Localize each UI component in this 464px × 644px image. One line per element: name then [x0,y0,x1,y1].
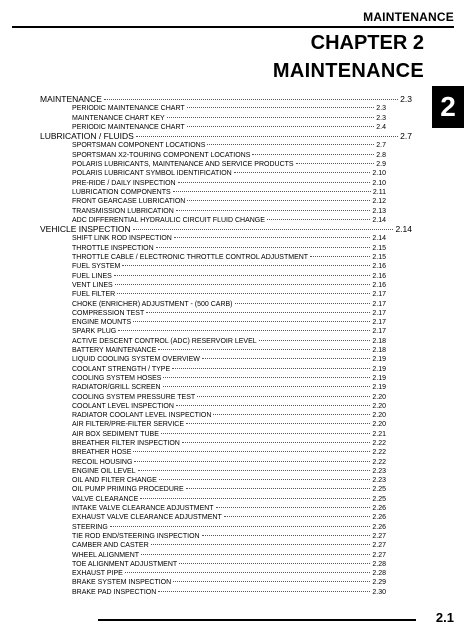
toc-entry-label: STEERING [72,523,108,531]
dot-leader [235,303,371,304]
toc-entry-page: 2.27 [372,551,386,559]
dot-leader [224,516,371,517]
toc-entry[interactable] [72,383,420,392]
page-header [12,8,454,28]
toc-entry-page: 2.17 [372,319,386,327]
toc-entry[interactable] [72,476,420,485]
toc-entry[interactable] [72,355,420,364]
toc-entry-page: 2.19 [372,384,386,392]
toc-entry-label: PERIODIC MAINTENANCE CHART [72,105,185,113]
toc-entry[interactable] [72,216,420,225]
toc-entry[interactable] [72,393,420,402]
dot-leader [179,563,370,564]
dot-leader [140,498,370,499]
toc-entry[interactable] [72,569,420,578]
toc-section-entry[interactable] [40,225,420,234]
toc-entry-label: ENGINE MOUNTS [72,319,132,327]
toc-entry[interactable] [72,234,420,243]
dot-leader [117,293,370,294]
toc-entry-label: BRAKE PAD INSPECTION [72,588,157,596]
toc-entry-label: CAMBER AND CASTER [72,542,149,550]
toc-entry[interactable] [72,123,420,132]
toc-entry-label: ACTIVE DESCENT CONTROL (ADC) RESERVOIR LEVEL [72,337,257,345]
toc-entry-page: 2.17 [372,309,386,317]
dot-leader [173,581,370,582]
toc-entry[interactable] [72,309,420,318]
toc-entry-page: 2.22 [372,439,386,447]
toc-entry[interactable] [72,458,420,467]
dot-leader [252,154,374,155]
toc-entry[interactable] [72,485,420,494]
toc-entry-label: FUEL LINES [72,272,112,280]
dot-leader [110,526,371,527]
dot-leader [259,340,371,341]
dot-leader [172,368,370,369]
toc-entry[interactable] [72,346,420,355]
dot-leader [202,535,371,536]
toc-entry-label: AIR FILTER/PRE-FILTER SERVICE [72,421,185,429]
toc-entry[interactable] [72,188,420,197]
toc-entry[interactable] [72,365,420,374]
toc-entry[interactable] [72,430,420,439]
toc-entry-label: SPORTSMAN COMPONENT LOCATIONS [72,142,206,150]
toc-entry[interactable] [72,114,420,123]
toc-entry-page: 2.3 [376,105,386,113]
toc-entry-label: COOLANT STRENGTH / TYPE [72,365,171,373]
dot-leader [234,172,371,173]
toc-entry[interactable] [72,104,420,113]
toc-entry-page: 2.22 [372,449,386,457]
toc-entry-page: 2.3 [376,114,386,122]
toc-entry[interactable] [72,588,420,597]
toc-entry-label: THROTTLE INSPECTION [72,244,154,252]
dot-leader [187,126,375,127]
toc-entry-label: WHEEL ALIGNMENT [72,551,140,559]
toc-entry[interactable] [72,541,420,550]
toc-section-entry[interactable] [40,95,420,104]
toc-entry-label: RECOIL HOUSING [72,458,133,466]
toc-entry-label: LUBRICATION / FLUIDS [40,132,134,142]
dot-leader [163,377,370,378]
toc-entry-page: 2.4 [376,123,386,131]
toc-entry[interactable] [72,560,420,569]
chapter-number: CHAPTER 2 [310,32,424,54]
toc-entry-label: COOLING SYSTEM HOSES [72,374,162,382]
dot-leader [134,461,370,462]
toc-entry-label: EXHAUST PIPE [72,570,123,578]
toc-entry-label: FUEL FILTER [72,291,116,299]
dot-leader [187,107,375,108]
toc-entry[interactable] [72,141,420,150]
table-of-contents [40,95,420,597]
toc-entry-label: SPARK PLUG [72,328,117,336]
toc-entry[interactable] [72,300,420,309]
toc-entry[interactable] [72,551,420,560]
toc-entry-page: 2.27 [372,532,386,540]
dot-leader [167,117,375,118]
toc-entry-page: 2.3 [400,95,412,104]
toc-entry[interactable] [72,160,420,169]
toc-entry-page: 2.13 [372,207,386,215]
toc-entry-page: 2.16 [372,263,386,271]
toc-entry-page: 2.28 [372,570,386,578]
toc-entry-label: LIQUID COOLING SYSTEM OVERVIEW [72,356,200,364]
toc-entry-page: 2.25 [372,486,386,494]
toc-entry[interactable] [72,513,420,522]
toc-entry-page: 2.14 [372,235,386,243]
toc-entry-page: 2.28 [372,560,386,568]
dot-leader [138,470,371,471]
dot-leader [178,182,371,183]
toc-entry-page: 2.17 [372,328,386,336]
toc-entry-page: 2.30 [372,588,386,596]
toc-entry[interactable] [72,504,420,513]
toc-entry-page: 2.12 [372,198,386,206]
chapter-title: MAINTENANCE [272,60,424,82]
toc-entry-page: 2.23 [372,477,386,485]
toc-entry-page: 2.17 [372,300,386,308]
toc-entry[interactable] [72,151,420,160]
dot-leader [158,349,370,350]
toc-entry-label: TIE ROD END/STEERING INSPECTION [72,532,200,540]
toc-entry[interactable] [72,337,420,346]
page-number: 2.1 [435,610,454,625]
toc-entry-label: BREATHER HOSE [72,449,132,457]
toc-entry-page: 2.9 [376,161,386,169]
toc-entry-label: COOLANT LEVEL INSPECTION [72,402,174,410]
toc-entry-page: 2.17 [372,291,386,299]
toc-entry-label: COOLING SYSTEM PRESSURE TEST [72,393,196,401]
dot-leader [136,136,398,137]
dot-leader [163,386,371,387]
dot-leader [115,284,371,285]
toc-entry-label: BRAKE SYSTEM INSPECTION [72,579,172,587]
toc-entry-page: 2.16 [372,272,386,280]
toc-entry-label: ADC DIFFERENTIAL HYDRAULIC CIRCUIT FLUID CHANGE [72,216,265,224]
toc-entry-label: AIR BOX SEDIMENT TUBE [72,430,159,438]
toc-entry-page: 2.18 [372,347,386,355]
toc-entry[interactable] [72,448,420,457]
toc-entry[interactable] [72,495,420,504]
toc-entry-page: 2.11 [372,188,386,196]
toc-entry-page: 2.23 [372,467,386,475]
toc-entry[interactable] [72,420,420,429]
toc-entry[interactable] [72,532,420,541]
toc-entry-label: VENT LINES [72,281,113,289]
toc-entry-label: OIL AND FILTER CHANGE [72,477,157,485]
toc-entry-label: ENGINE OIL LEVEL [72,467,136,475]
dot-leader [267,219,370,220]
toc-entry-label: OIL PUMP PRIMING PROCEDURE [72,486,184,494]
toc-entry-label: FRONT GEARCASE LUBRICATION [72,198,186,206]
toc-entry-label: TOE ALIGNMENT ADJUSTMENT [72,560,178,568]
toc-entry-page: 2.21 [372,430,386,438]
dot-leader [133,229,394,230]
toc-entry[interactable] [72,244,420,253]
toc-entry-page: 2.25 [372,495,386,503]
toc-entry-page: 2.20 [372,412,386,420]
toc-entry-page: 2.27 [372,542,386,550]
dot-leader [146,312,370,313]
toc-entry[interactable] [72,374,420,383]
toc-entry-label: POLARIS LUBRICANT SYMBOL IDENTIFICATION [72,170,232,178]
toc-entry-page: 2.15 [372,254,386,262]
toc-entry[interactable] [72,207,420,216]
toc-entry-label: PERIODIC MAINTENANCE CHART [72,123,185,131]
dot-leader [310,256,370,257]
toc-entry-label: FUEL SYSTEM [72,263,121,271]
dot-leader [161,433,371,434]
dot-leader [151,544,371,545]
dot-leader [125,572,371,573]
dot-leader [156,247,371,248]
toc-entry-label: POLARIS LUBRICANTS, MAINTENANCE AND SERVICE PRODUCTS [72,161,294,169]
toc-entry-label: BREATHER FILTER INSPECTION [72,439,180,447]
dot-leader [207,144,374,145]
toc-entry[interactable] [72,578,420,587]
dot-leader [141,554,370,555]
toc-entry-label: MAINTENANCE CHART KEY [72,114,165,122]
toc-section-entry[interactable] [40,132,420,141]
toc-entry-label: INTAKE VALVE CLEARANCE ADJUSTMENT [72,505,214,513]
toc-entry-page: 2.26 [372,514,386,522]
dot-leader [202,358,371,359]
toc-entry-label: SPORTSMAN X2-TOURING COMPONENT LOCATIONS [72,151,251,159]
dot-leader [296,163,375,164]
toc-entry-page: 2.20 [372,393,386,401]
toc-entry-label: BATTERY MAINTENANCE [72,347,157,355]
toc-entry[interactable] [72,467,420,476]
toc-entry-page: 2.15 [372,244,386,252]
dot-leader [173,191,371,192]
toc-entry-page: 2.19 [372,365,386,373]
toc-entry-label: THROTTLE CABLE / ELECTRONIC THROTTLE CONTROL ADJUSTMENT [72,254,309,262]
dot-leader [176,405,370,406]
toc-entry-page: 2.18 [372,337,386,345]
toc-entry-page: 2.10 [372,179,386,187]
toc-entry-page: 2.20 [372,421,386,429]
dot-leader [216,507,371,508]
toc-entry-label: RADIATOR/GRILL SCREEN [72,384,161,392]
dot-leader [114,275,371,276]
dot-leader [213,414,370,415]
toc-entry-page: 2.14 [395,225,412,235]
toc-entry-label: MAINTENANCE [40,95,102,104]
toc-entry[interactable] [72,197,420,206]
toc-entry-label: SHIFT LINK ROD INSPECTION [72,235,172,243]
toc-entry[interactable] [72,262,420,271]
toc-entry-label: VALVE CLEARANCE [72,495,139,503]
toc-entry-page: 2.29 [372,579,386,587]
toc-entry-label: RADIATOR COOLANT LEVEL INSPECTION [72,412,212,420]
toc-entry-page: 2.7 [400,132,412,142]
toc-entry[interactable] [72,281,420,290]
toc-entry-page: 2.8 [376,151,386,159]
toc-entry[interactable] [72,523,420,532]
chapter-tab: 2 [432,86,464,128]
toc-entry-label: PRE-RIDE / DAILY INSPECTION [72,179,176,187]
dot-leader [133,451,370,452]
toc-entry-label: LUBRICATION COMPONENTS [72,188,171,196]
toc-entry-page: 2.19 [372,356,386,364]
toc-entry-page: 2.7 [376,142,386,150]
toc-entry-page: 2.19 [372,374,386,382]
running-header-title: MAINTENANCE [363,10,454,24]
header-rule [12,26,454,28]
dot-leader [176,210,371,211]
dot-leader [159,479,371,480]
toc-entry-page: 2.22 [372,458,386,466]
dot-leader [174,237,371,238]
toc-entry[interactable] [72,272,420,281]
dot-leader [133,321,370,322]
toc-entry[interactable] [72,439,420,448]
toc-entry-page: 2.20 [372,402,386,410]
dot-leader [182,442,371,443]
dot-leader [186,488,371,489]
dot-leader [187,200,370,201]
dot-leader [158,591,370,592]
dot-leader [122,265,370,266]
toc-entry-label: VEHICLE INSPECTION [40,225,131,235]
footer-rule [98,619,416,621]
toc-entry[interactable] [72,411,420,420]
dot-leader [118,330,370,331]
toc-entry-page: 2.26 [372,505,386,513]
dot-leader [186,423,370,424]
toc-entry-label: EXHAUST VALVE CLEARANCE ADJUSTMENT [72,514,222,522]
toc-entry[interactable] [72,169,420,178]
toc-entry-label: CHOKE (ENRICHER) ADJUSTMENT - (500 CARB) [72,300,233,308]
toc-entry-page: 2.14 [372,216,386,224]
dot-leader [104,99,398,100]
toc-entry-label: TRANSMISSION LUBRICATION [72,207,174,215]
toc-entry[interactable] [72,179,420,188]
dot-leader [197,396,370,397]
toc-entry[interactable] [72,402,420,411]
toc-entry[interactable] [72,253,420,262]
toc-entry[interactable] [72,290,420,299]
toc-entry[interactable] [72,327,420,336]
toc-entry[interactable] [72,318,420,327]
toc-entry-page: 2.26 [372,523,386,531]
toc-entry-page: 2.16 [372,281,386,289]
toc-entry-label: COMPRESSION TEST [72,309,145,317]
toc-entry-page: 2.10 [372,170,386,178]
